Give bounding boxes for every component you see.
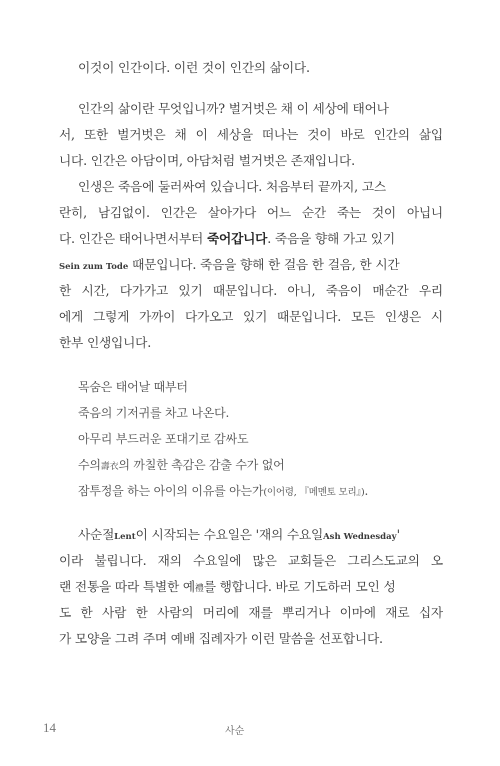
poem-l4-text-b: 의 까칠한 촉감은 감출 수가 없어 — [118, 458, 285, 472]
poem-l5-period: . — [364, 484, 369, 498]
paragraph-2-line-7: 한부 인생입니다. — [59, 335, 152, 350]
p3-l3-text-b: 를 행합니다. 바로 기도하러 모인 성 — [203, 579, 396, 594]
paragraph-1-line-2: 서, 또한 벌거벗은 채 이 세상을 떠나는 것이 바로 인간의 삶입 — [59, 127, 443, 142]
paragraph-2-line-2: 란히, 남김없이. 인간은 살아가다 어느 순간 죽는 것이 아닙니 — [59, 205, 443, 220]
p2-l3-text-b: . 죽음을 향해 가고 있기 — [267, 231, 395, 246]
hanja-annotation: 壽衣 — [100, 462, 119, 472]
intro-line: 이것이 인간이다. 이런 것이 인간의 삶이다. — [78, 60, 310, 75]
p3-l1-text-a: 사순절 — [78, 527, 115, 542]
latin-term: Sein zum Tode — [59, 262, 129, 272]
hanja-annotation-ye: 禮 — [194, 584, 204, 594]
p3-l3-text-a: 랜 전통을 따라 특별한 예 — [59, 579, 195, 594]
paragraph-3-line-3 — [59, 577, 443, 599]
paragraph-2-line-4 — [59, 255, 443, 277]
poem-line-3: 아무리 부드러운 포대기로 감싸도 — [78, 432, 249, 446]
poem-line-5 — [78, 481, 458, 503]
p3-l1-text-b: 이 시작되는 수요일은 '재의 수요일 — [135, 527, 324, 542]
poem-line-1: 목숨은 태어날 때부터 — [78, 380, 188, 394]
poem-line-4 — [78, 455, 458, 477]
latin-term-lent: Lent — [114, 532, 136, 542]
paragraph-2-line-3 — [59, 229, 443, 249]
poem-l5-text: 잠투정을 하는 아이의 이유를 아는가 — [78, 484, 264, 498]
poem-line-2: 죽음의 기저귀를 차고 나온다. — [78, 406, 230, 420]
poem-citation: (이어령, 『메멘토 모리』) — [263, 487, 365, 498]
paragraph-2-line-6: 에게 그렇게 가까이 다가오고 있기 때문입니다. 모든 인생은 시 — [59, 309, 443, 324]
latin-term-ash-wednesday: Ash Wednesday — [323, 532, 397, 542]
paragraph-2-line-1: 인생은 죽음에 둘러싸여 있습니다. 처음부터 끝까지, 고스 — [78, 179, 386, 194]
p3-l1-text-c: ' — [396, 527, 400, 542]
paragraph-3-line-2: 이라 불립니다. 재의 수요일에 많은 교회들은 그리스도교의 오 — [59, 553, 443, 568]
emphasis-text: 죽어갑니다 — [206, 231, 268, 246]
paragraph-3-line-1 — [78, 525, 443, 547]
poem-l4-text-a: 수의 — [78, 458, 101, 472]
page-number: 14 — [43, 720, 56, 735]
p2-l4-text: 때문입니다. 죽음을 향해 한 걸음 한 걸음, 한 시간 — [128, 257, 400, 272]
paragraph-1-line-1: 인간의 삶이란 무엇입니까? 벌거벗은 채 이 세상에 태어나 — [78, 101, 389, 116]
paragraph-1-line-3: 니다. 인간은 아담이며, 아담처럼 벌거벗은 존재입니다. — [59, 153, 355, 168]
p2-l3-text-a: 다. 인간은 태어나면서부터 — [59, 231, 207, 246]
paragraph-3-line-4: 도 한 사람 한 사람의 머리에 재를 뿌리거나 이마에 재로 십자 — [59, 605, 443, 620]
paragraph-2-line-5: 한 시간, 다가가고 있기 때문입니다. 아니, 죽음이 매순간 우리 — [59, 283, 443, 298]
running-title: 사순 — [225, 726, 245, 737]
paragraph-3-line-5: 가 모양을 그려 주며 예배 집례자가 이런 말씀을 선포합니다. — [59, 631, 383, 646]
